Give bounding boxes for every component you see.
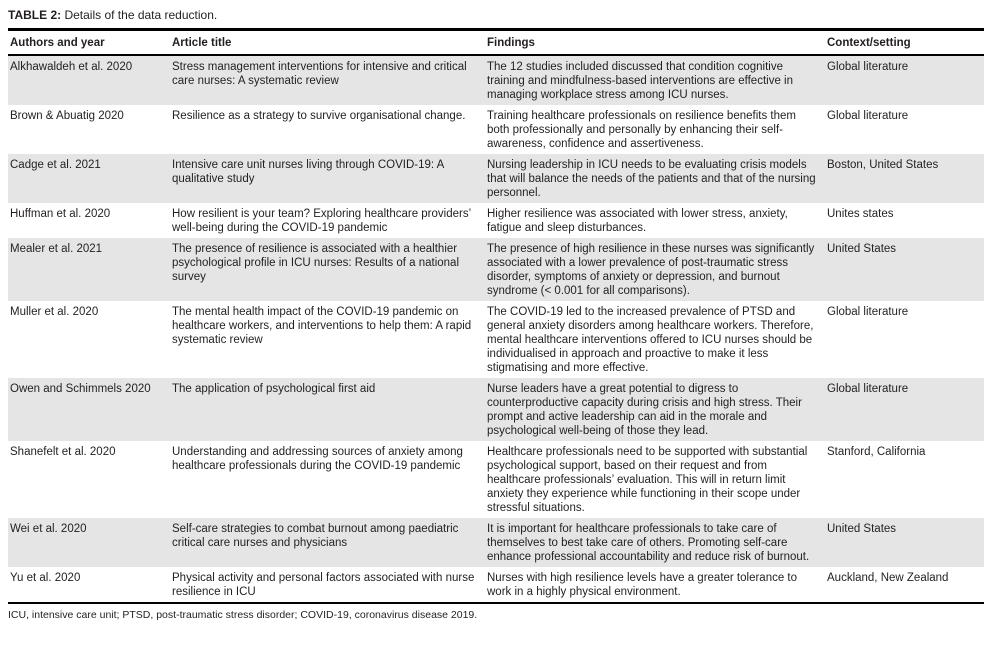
- cell-findings: The 12 studies included discussed that condition cognitive training and mindfulness-based interventions are effective in managing workplace stress among ICU nurses.: [487, 61, 793, 101]
- cell-authors-and-year: Owen and Schimmels 2020: [10, 383, 151, 395]
- cell-article-title: Resilience as a strategy to survive organisational change.: [172, 110, 466, 122]
- cell-findings: It is important for healthcare professionals to take care of themselves to best take care of others. Promoting self-care enhance professional accountability and reduce risk of burnout.: [487, 523, 810, 563]
- table-row: [8, 203, 984, 238]
- cell-context-setting: Unites states: [827, 208, 894, 220]
- cell-article-title: The application of psychological first aid: [172, 383, 376, 395]
- cell-context-setting: United States: [827, 243, 897, 255]
- cell-article-title: The mental health impact of the COVID-19 pandemic on healthcare workers, and interventions to help them: A rapid systematic review: [172, 306, 472, 346]
- cell-findings: The presence of high resilience in these nurses was significantly associated with a lower prevalence of post-traumatic stress disorder, symptoms of anxiety or depression, and burnout syndrome (< 0.001 for all comparisons).: [487, 243, 815, 297]
- cell-article-title: Physical activity and personal factors associated with nurse resilience in ICU: [172, 572, 475, 598]
- cell-context-setting: Boston, United States: [827, 159, 939, 171]
- cell-authors-and-year: Shanefelt et al. 2020: [10, 446, 116, 458]
- cell-authors-and-year: Muller et al. 2020: [10, 306, 99, 318]
- cell-context-setting: Auckland, New Zealand: [827, 572, 949, 584]
- table-row: [8, 105, 984, 154]
- cell-article-title: Understanding and addressing sources of anxiety among healthcare professionals during the COVID-19 pandemic: [172, 446, 463, 472]
- cell-article-title: Intensive care unit nurses living through COVID-19: A qualitative study: [172, 159, 444, 185]
- cell-context-setting: Global literature: [827, 61, 909, 73]
- cell-authors-and-year: Cadge et al. 2021: [10, 159, 101, 171]
- cell-findings: Training healthcare professionals on resilience benefits them both professionally and personally by enhancing their self-awareness, confidence and assertiveness.: [487, 110, 796, 150]
- cell-context-setting: Global literature: [827, 110, 909, 122]
- table-footnote: ICU, intensive care unit; PTSD, post-traumatic stress disorder; COVID-19, coronavirus disease 2019.: [8, 609, 478, 621]
- cell-authors-and-year: Brown & Abuatig 2020: [10, 110, 124, 122]
- cell-context-setting: Global literature: [827, 306, 909, 318]
- cell-authors-and-year: Yu et al. 2020: [10, 572, 81, 584]
- cell-article-title: Stress management interventions for intensive and critical care nurses: A systematic review: [172, 61, 467, 87]
- column-header-findings: Findings: [485, 30, 825, 56]
- table-row: [8, 154, 984, 203]
- cell-findings: The COVID-19 led to the increased prevalence of PTSD and general anxiety disorders among healthcare workers. Therefore, mental healthcare interventions offered to ICU nurses should be individualised in approach and proactive to make it less stigmatising and more effective.: [487, 306, 814, 374]
- cell-article-title: Self-care strategies to combat burnout among paediatric critical care nurses and physicians: [172, 523, 459, 549]
- column-header-article-title: Article title: [170, 30, 485, 56]
- cell-context-setting: Global literature: [827, 383, 909, 395]
- table-row: [8, 567, 984, 603]
- cell-findings: Nurses with high resilience levels have a greater tolerance to work in a highly physical environment.: [487, 572, 798, 598]
- table-header-row: [8, 30, 984, 56]
- cell-article-title: The presence of resilience is associated with a healthier psychological profile in ICU nurses: Results of a national survey: [172, 243, 460, 283]
- cell-authors-and-year: Alkhawaldeh et al. 2020: [10, 61, 133, 73]
- cell-article-title: How resilient is your team? Exploring healthcare providers’ well-being during the COVID-19 pandemic: [172, 208, 471, 234]
- table-row: [8, 518, 984, 567]
- column-header-context-setting: Context/setting: [825, 30, 984, 56]
- table-body: [8, 55, 984, 603]
- cell-authors-and-year: Wei et al. 2020: [10, 523, 87, 535]
- table-row: [8, 301, 984, 378]
- column-header-authors-and-year: Authors and year: [8, 30, 170, 56]
- table-row: [8, 441, 984, 518]
- cell-findings: Nurse leaders have a great potential to digress to counterproductive capacity during crisis and high stress. Their prompt and active leadership can aid in the morale and psychological well-being of those they lead.: [487, 383, 802, 437]
- cell-findings: Healthcare professionals need to be supported with substantial psychological support, based on their request and from healthcare professionals’ evaluation. This will in return limit anxiety they experience while functioning in their scope under stressful situations.: [487, 446, 808, 514]
- cell-findings: Higher resilience was associated with lower stress, anxiety, fatigue and sleep disturbances.: [487, 208, 788, 234]
- table-caption-text: Details of the data reduction.: [64, 8, 218, 22]
- table-header: [8, 30, 984, 56]
- table-row: [8, 378, 984, 441]
- data-reduction-table: [8, 28, 984, 604]
- cell-context-setting: United States: [827, 523, 897, 535]
- table-caption-label: TABLE 2:: [8, 8, 62, 22]
- cell-findings: Nursing leadership in ICU needs to be evaluating crisis models that will balance the needs of the patients and that of the nursing personnel.: [487, 159, 816, 199]
- table-caption: [8, 8, 984, 23]
- table-row: [8, 238, 984, 301]
- cell-authors-and-year: Huffman et al. 2020: [10, 208, 111, 220]
- cell-authors-and-year: Mealer et al. 2021: [10, 243, 103, 255]
- table-row: [8, 55, 984, 105]
- cell-context-setting: Stanford, California: [827, 446, 926, 458]
